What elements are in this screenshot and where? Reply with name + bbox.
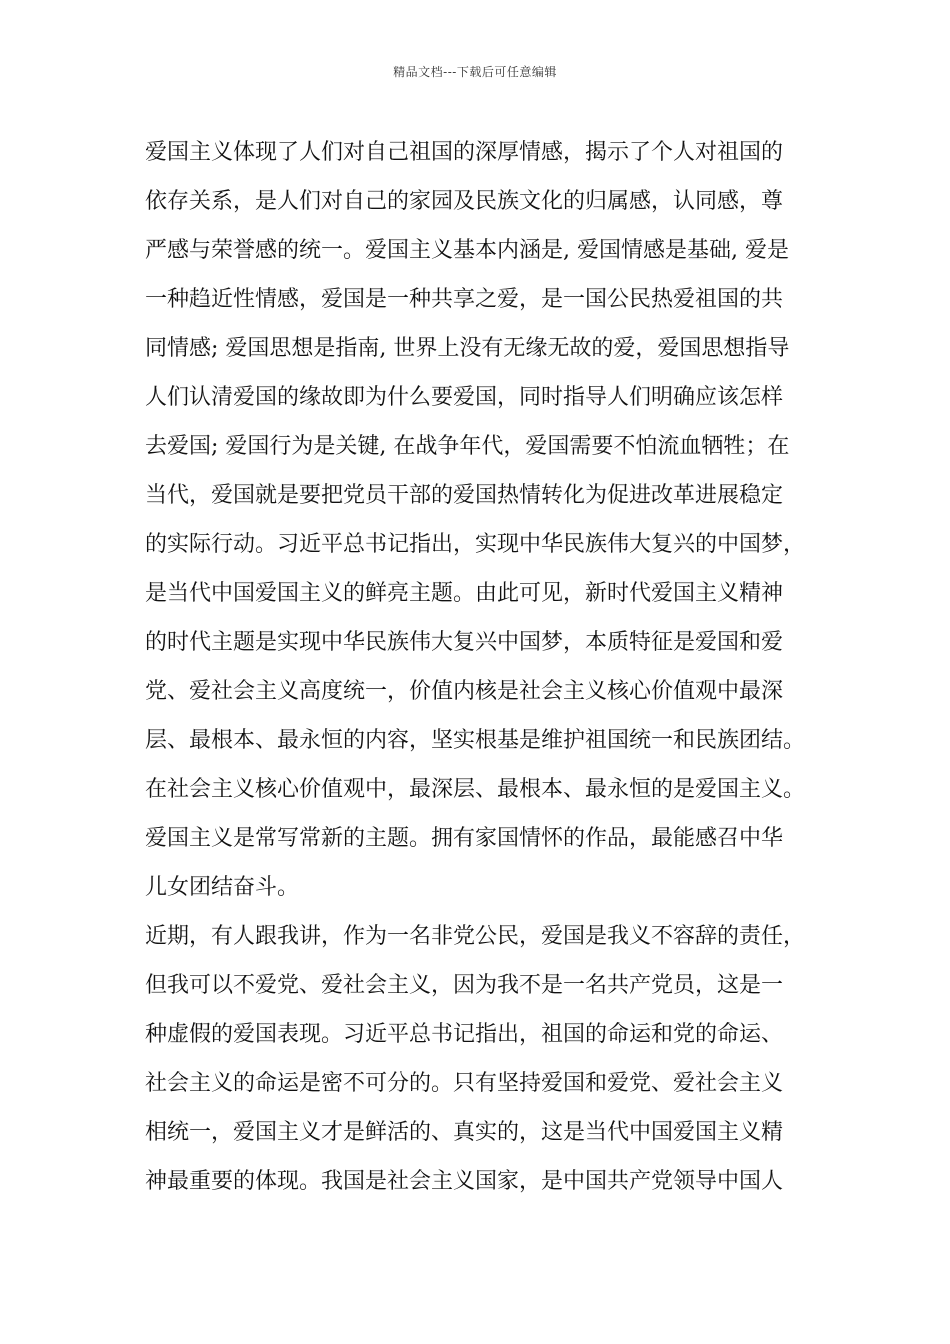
text-line: 党、爱社会主义高度统一，价值内核是社会主义核心价值观中最深 xyxy=(145,679,784,704)
text-line: 人们认清爱国的缘故即为什么要爱国，同时指导人们明确应该怎样 xyxy=(145,385,784,410)
text-line: 儿女团结奋斗。 xyxy=(145,875,300,900)
text-line: 去爱国; 爱国行为是关键, 在战争年代，爱国需要不怕流血牺牲；在 xyxy=(145,434,790,459)
text-line: 爱国主义是常写常新的主题。拥有家国情怀的作品，最能感召中华 xyxy=(145,826,784,851)
text-line: 依存关系，是人们对自己的家园及民族文化的归属感，认同感，尊 xyxy=(145,189,784,214)
text-line: 相统一，爱国主义才是鲜活的、真实的，这是当代中国爱国主义精 xyxy=(145,1120,784,1145)
text-line: 爱国主义体现了人们对自己祖国的深厚情感，揭示了个人对祖国的 xyxy=(145,140,784,165)
body-text xyxy=(145,128,835,1206)
text-line: 但我可以不爱党、爱社会主义，因为我不是一名共产党员，这是一 xyxy=(145,973,784,998)
text-line: 在社会主义核心价值观中，最深层、最根本、最永恒的是爱国主义。 xyxy=(145,777,806,802)
text-line: 的时代主题是实现中华民族伟大复兴中国梦，本质特征是爱国和爱 xyxy=(145,630,784,655)
text-line: 一种趋近性情感，爱国是一种共享之爱，是一国公民热爱祖国的共 xyxy=(145,287,784,312)
text-line: 神最重要的体现。我国是社会主义国家，是中国共产党领导中国人 xyxy=(145,1169,784,1194)
text-line: 层、最根本、最永恒的内容，坚实根基是维护祖国统一和民族团结。 xyxy=(145,728,806,753)
text-line: 近期，有人跟我讲，作为一名非党公民，爱国是我义不容辞的责任， xyxy=(145,924,806,949)
text-line: 社会主义的命运是密不可分的。只有坚持爱国和爱党、爱社会主义 xyxy=(145,1071,784,1096)
text-line: 同情感; 爱国思想是指南, 世界上没有无缘无故的爱，爱国思想指导 xyxy=(145,336,790,361)
text-line: 当代，爱国就是要把党员干部的爱国热情转化为促进改革进展稳定 xyxy=(145,483,784,508)
text-line: 种虚假的爱国表现。习近平总书记指出，祖国的命运和党的命运、 xyxy=(145,1022,784,1047)
text-line: 严感与荣誉感的统一。爱国主义基本内涵是, 爱国情感是基础, 爱是 xyxy=(145,238,789,263)
text-line: 的实际行动。习近平总书记指出，实现中华民族伟大复兴的中国梦， xyxy=(145,532,806,557)
paragraph-1 xyxy=(145,128,835,912)
page-header: 精品文档---下载后可任意编辑 xyxy=(393,65,557,79)
paragraph-2 xyxy=(145,912,835,1206)
text-line: 是当代中国爱国主义的鲜亮主题。由此可见，新时代爱国主义精神 xyxy=(145,581,784,606)
